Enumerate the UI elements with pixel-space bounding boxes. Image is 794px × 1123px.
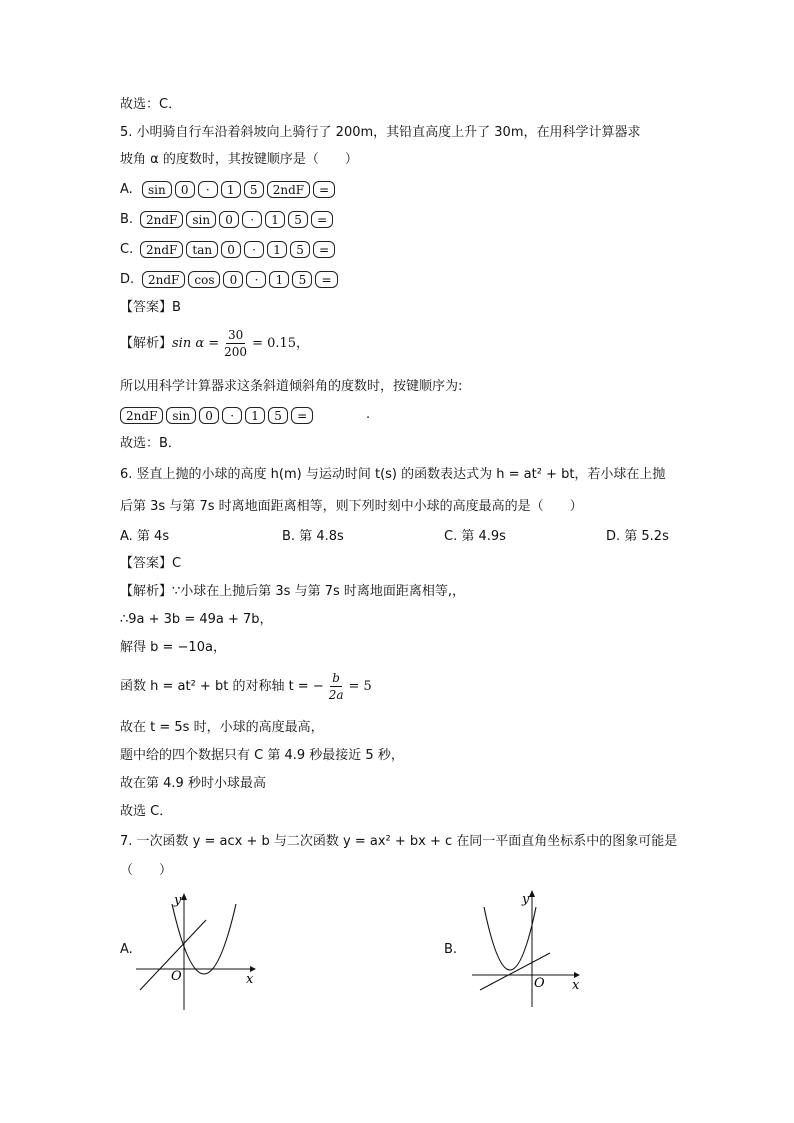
q5-option-b-label: B. bbox=[120, 212, 134, 227]
q7-b-parabola bbox=[484, 907, 536, 970]
calculator-key: 0 bbox=[223, 271, 243, 288]
q5-option-d-label: D. bbox=[120, 272, 135, 287]
q7-b-y-arrow bbox=[529, 890, 535, 897]
calculator-key: sin bbox=[186, 211, 216, 228]
q7-stem-line-1: 7. 一次函数 y = acx + b 与二次函数 y = ax² + bx + c 在同一平面直角坐标系中的图象可能是 bbox=[120, 834, 678, 849]
q7-a-y-arrow bbox=[181, 893, 187, 900]
q6-option-c: C. 第 4.9s bbox=[444, 529, 506, 544]
q5-analysis-label: 【解析】 bbox=[120, 335, 173, 351]
q5-stem-line-2: 坡角 α 的度数时，其按键顺序是（ ） bbox=[120, 152, 358, 167]
q6-axis-suffix: = 5 bbox=[348, 678, 372, 694]
q6-analysis-2: ∴9a + 3b = 49a + 7b， bbox=[120, 612, 273, 627]
calculator-key: 2ndF bbox=[140, 211, 183, 228]
q5-analysis-rhs: = 0.15， bbox=[252, 335, 310, 351]
calculator-key: 5 bbox=[244, 181, 264, 198]
q7-stem-line-2: （ ） bbox=[120, 863, 173, 878]
q6-axis-denominator: 2a bbox=[328, 688, 344, 702]
q7-b-origin-label: O bbox=[534, 976, 545, 991]
q7-b-x-label: x bbox=[572, 978, 580, 993]
q5-option-a-keys bbox=[142, 181, 335, 198]
q7-option-b-label: B. bbox=[444, 942, 458, 957]
calculator-key: 1 bbox=[221, 181, 241, 198]
q6-axis-prefix: 函数 h = at² + bt 的对称轴 t = − bbox=[120, 678, 324, 694]
calculator-key: 5 bbox=[292, 271, 312, 288]
q5-conclusion: 故选：B． bbox=[120, 436, 181, 451]
calculator-key: 0 bbox=[219, 211, 239, 228]
calculator-key: = bbox=[311, 211, 333, 228]
calculator-key: 0 bbox=[175, 181, 195, 198]
q5-final-period: . bbox=[366, 407, 371, 422]
calculator-key: = bbox=[315, 271, 337, 288]
q5-option-c-keys bbox=[140, 241, 335, 258]
calculator-key: · bbox=[198, 181, 218, 198]
q6-stem-line-1: 6. 竖直上抛的小球的高度 h(m) 与运动时间 t(s) 的函数表达式为 h = at² + bt，若小球在上抛 bbox=[120, 467, 666, 482]
q5-analysis-fraction bbox=[222, 327, 249, 360]
q6-axis-numerator: b bbox=[332, 671, 340, 685]
calculator-key: sin bbox=[142, 181, 172, 198]
calculator-key: sin bbox=[166, 407, 196, 424]
calculator-key: · bbox=[242, 211, 262, 228]
q6-analysis-6: 题中给的四个数据只有 C 第 4.9 秒最接近 5 秒， bbox=[120, 748, 404, 763]
q5-final-keys bbox=[120, 407, 313, 424]
q7-a-x-label: x bbox=[246, 972, 254, 987]
calculator-key: 2ndF bbox=[267, 181, 310, 198]
q6-stem-line-2: 后第 3s 与第 7s 时离地面距离相等，则下列时刻中小球的高度最高的是（ ） bbox=[120, 499, 583, 514]
q6-analysis-3: 解得 b = −10a， bbox=[120, 640, 226, 655]
q5-fraction-numerator: 30 bbox=[227, 328, 244, 342]
calculator-key: 1 bbox=[245, 407, 265, 424]
q6-option-d: D. 第 5.2s bbox=[606, 529, 669, 544]
q7-a-origin-label: O bbox=[171, 969, 182, 984]
calculator-key: = bbox=[291, 407, 313, 424]
q4-conclusion: 故选：C． bbox=[120, 97, 182, 112]
calculator-key: · bbox=[244, 241, 264, 258]
q6-analysis-axis bbox=[120, 670, 372, 703]
q7-b-y-label: y bbox=[522, 892, 530, 907]
calculator-key: 0 bbox=[199, 407, 219, 424]
calculator-key: 0 bbox=[221, 241, 241, 258]
calculator-key: 5 bbox=[290, 241, 310, 258]
calculator-key: 1 bbox=[267, 241, 287, 258]
calculator-key: 2ndF bbox=[140, 241, 183, 258]
q6-option-a: A. 第 4s bbox=[120, 529, 170, 544]
calculator-key: tan bbox=[186, 241, 218, 258]
q6-axis-fraction bbox=[327, 670, 346, 703]
calculator-key: cos bbox=[188, 271, 220, 288]
q5-explanation: 所以用科学计算器求这条斜道倾斜角的度数时，按键顺序为: bbox=[120, 379, 463, 394]
q6-analysis-7: 故在第 4.9 秒时小球最高 bbox=[120, 776, 266, 791]
q7-option-b-graph bbox=[466, 885, 586, 1010]
calculator-key: 2ndF bbox=[120, 407, 163, 424]
q6-answer: 【答案】C bbox=[120, 556, 182, 571]
q5-analysis-lhs: sin α = bbox=[172, 335, 220, 351]
q7-a-y-label: y bbox=[174, 893, 182, 908]
q5-fraction-denominator: 200 bbox=[224, 345, 248, 359]
calculator-key: 1 bbox=[265, 211, 285, 228]
calculator-key: 5 bbox=[288, 211, 308, 228]
calculator-key: 5 bbox=[268, 407, 288, 424]
q6-analysis-1: 【解析】∵小球在上抛后第 3s 与第 7s 时离地面距离相等,， bbox=[120, 584, 466, 599]
q5-answer: 【答案】B bbox=[120, 300, 181, 315]
q5-analysis bbox=[120, 327, 309, 360]
q5-option-c-label: C. bbox=[120, 242, 134, 257]
calculator-key: = bbox=[313, 181, 335, 198]
calculator-key: 1 bbox=[269, 271, 289, 288]
calculator-key: · bbox=[246, 271, 266, 288]
q6-conclusion: 故选 C． bbox=[120, 804, 173, 819]
q5-option-a-label: A. bbox=[120, 182, 133, 197]
q7-option-a-graph bbox=[132, 890, 262, 1012]
q5-stem-line-1: 5. 小明骑自行车沿着斜坡向上骑行了 200m，其铅直高度上升了 30m，在用科学计算器求 bbox=[120, 125, 641, 140]
q7-option-a-label: A. bbox=[120, 942, 133, 957]
calculator-key: = bbox=[313, 241, 335, 258]
q7-a-parabola bbox=[172, 904, 236, 974]
q6-option-b: B. 第 4.8s bbox=[282, 529, 344, 544]
calculator-key: 2ndF bbox=[142, 271, 185, 288]
q6-analysis-5: 故在 t = 5s 时，小球的高度最高， bbox=[120, 720, 324, 735]
q5-option-b-keys bbox=[140, 211, 333, 228]
q5-option-d-keys bbox=[142, 271, 338, 288]
calculator-key: · bbox=[222, 407, 242, 424]
